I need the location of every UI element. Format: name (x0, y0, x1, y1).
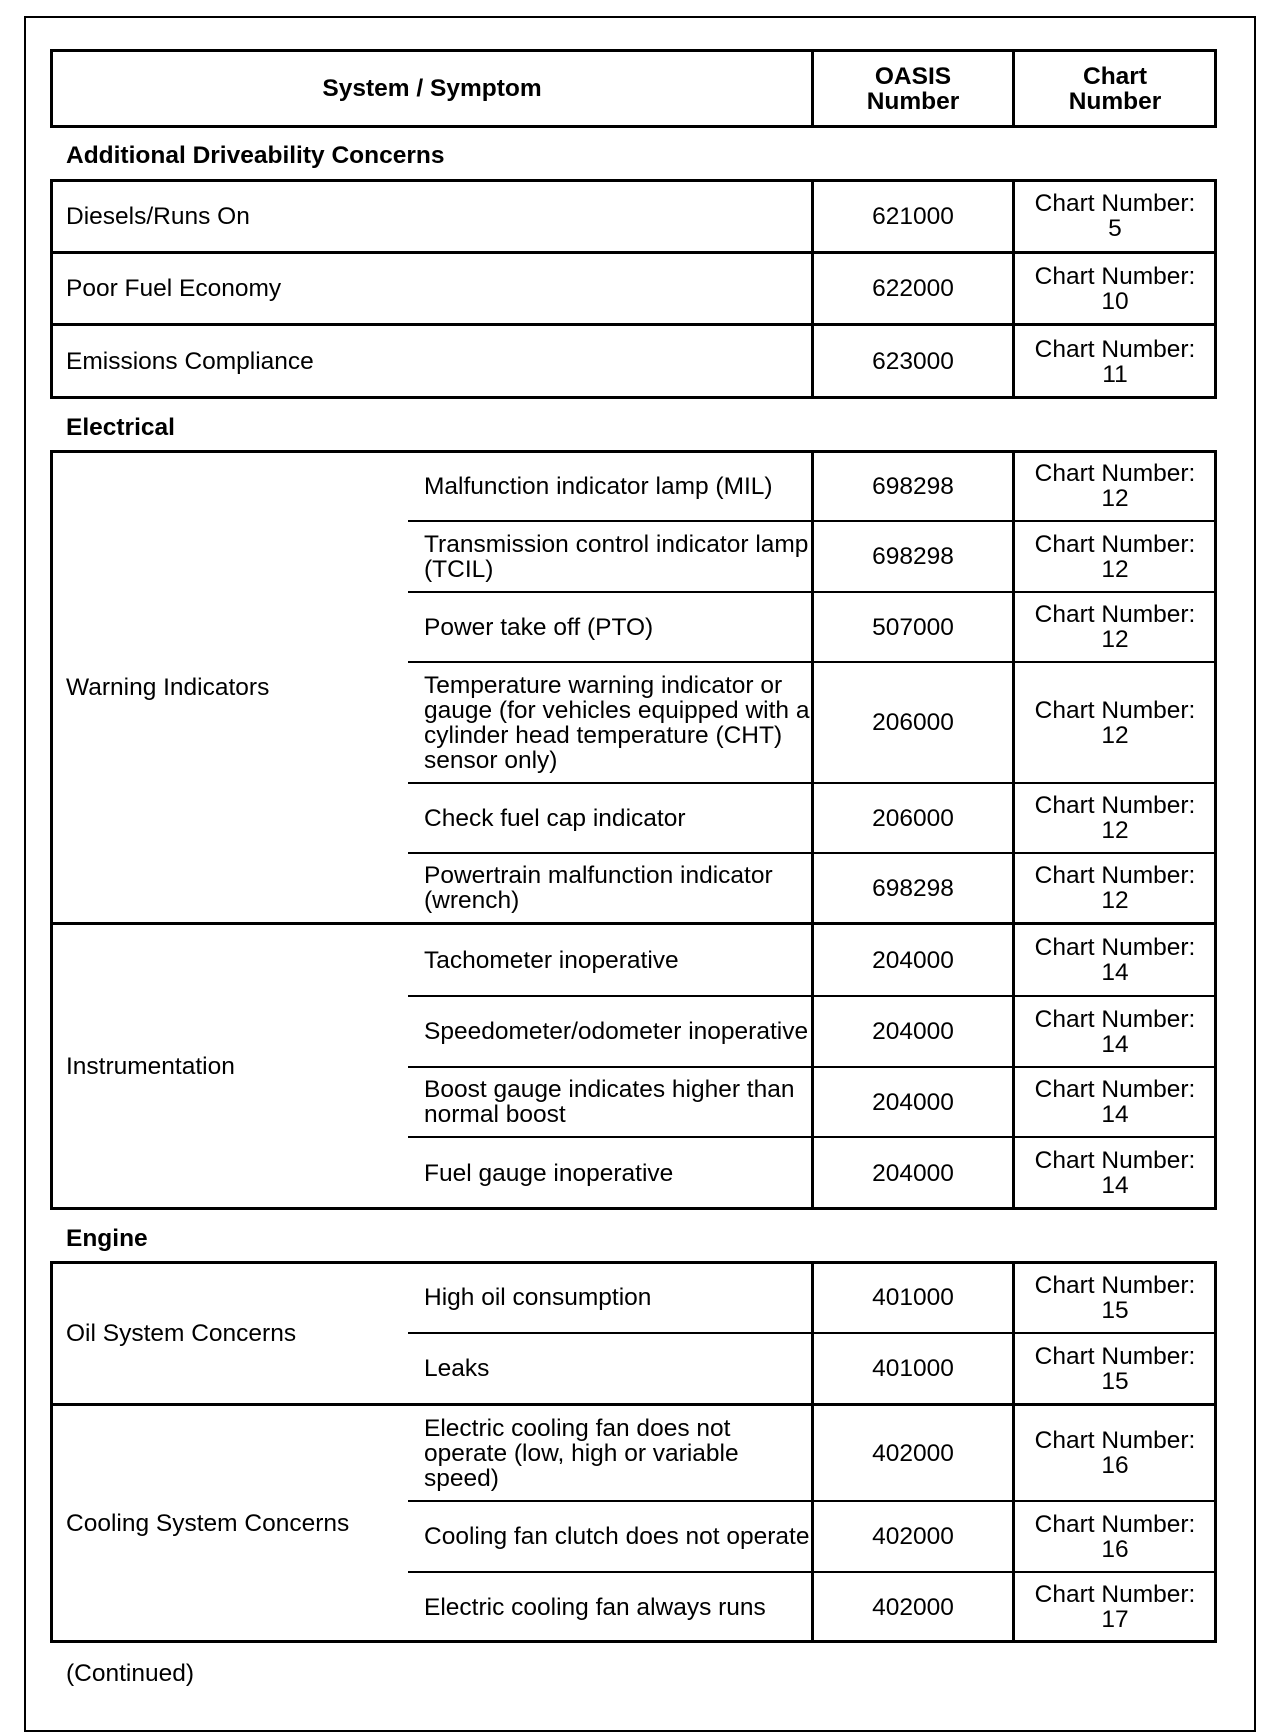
chart-number: 12 (1101, 626, 1129, 653)
chart-label: Chart Number: (1034, 335, 1196, 363)
chart-cell (1015, 254, 1215, 323)
symptom-cell: Fuel gauge inoperative (424, 1159, 674, 1187)
header-system-symptom: System / Symptom (322, 75, 542, 102)
chart-number: 5 (1108, 215, 1122, 242)
oasis-cell: 623000 (872, 348, 954, 375)
chart-number: 15 (1101, 1367, 1129, 1395)
oasis-cell: 402000 (872, 1593, 954, 1621)
symptom-cell: Tachometer inoperative (424, 946, 679, 974)
chart-cell (1015, 1334, 1215, 1403)
symptom-cell: Temperature warning indicator or gauge (for vehicles equipped with a cylinder head temperature (CHT) sensor only) (424, 671, 810, 774)
chart-cell (1015, 663, 1215, 782)
system-cell-warning-indicators: Warning Indicators (66, 673, 270, 701)
chart-cell (1015, 326, 1215, 397)
chart-label: Chart Number: (1034, 190, 1196, 217)
system-cell-instrumentation: Instrumentation (66, 1053, 235, 1080)
symptom-cell: Leaks (424, 1355, 490, 1382)
symptom-cell: High oil consumption (424, 1284, 652, 1311)
chart-number: 17 (1101, 1606, 1129, 1633)
chart-label: Chart Number: (1034, 1427, 1196, 1454)
chart-label: Chart Number: (1034, 1147, 1196, 1174)
oasis-cell: 204000 (872, 1018, 954, 1045)
oasis-cell: 622000 (872, 275, 954, 302)
oasis-cell: 204000 (872, 1159, 954, 1187)
symptom-cell: Electric cooling fan does not operate (low, high or variable speed) (424, 1414, 739, 1492)
oasis-cell: 698298 (872, 874, 954, 902)
system-cell-oil-system: Oil System Concerns (66, 1319, 297, 1347)
chart-cell (1015, 854, 1215, 922)
chart-label: Chart Number: (1034, 934, 1196, 961)
chart-number: 16 (1101, 1535, 1129, 1563)
chart-label: Chart Number: (1034, 601, 1196, 628)
chart-label: Chart Number: (1034, 1076, 1196, 1103)
chart-label: Chart Number: (1034, 530, 1196, 558)
oasis-cell: 698298 (872, 472, 954, 500)
symptom-cell: Power take off (PTO) (424, 613, 654, 641)
section-title-driveability: Additional Driveability Concerns (66, 142, 445, 169)
chart-number: 12 (1101, 721, 1129, 749)
symptom-cell: Malfunction indicator lamp (MIL) (424, 472, 773, 500)
chart-number: 12 (1101, 817, 1129, 844)
oasis-cell: 507000 (872, 613, 954, 641)
chart-number: 12 (1101, 887, 1129, 914)
chart-label: Chart Number: (1034, 1005, 1196, 1033)
symptom-cell: Speedometer/odometer inoperative (424, 1018, 809, 1045)
chart-cell (1015, 1263, 1215, 1332)
oasis-cell: 206000 (872, 804, 954, 832)
chart-number: 14 (1101, 1172, 1129, 1199)
chart-number: 14 (1101, 959, 1129, 986)
chart-label: Chart Number: (1034, 1581, 1196, 1608)
symptom-cell: Transmission control indicator lamp (TCIL) (424, 530, 809, 583)
symptom-cell: Emissions Compliance (66, 348, 314, 375)
chart-label: Chart Number: (1034, 262, 1196, 290)
chart-cell (1015, 452, 1215, 520)
chart-label: Chart Number: (1034, 862, 1196, 889)
oasis-cell: 698298 (872, 543, 954, 570)
symptom-cell: Cooling fan clutch does not operate (424, 1523, 810, 1550)
section-title-electrical: Electrical (66, 414, 175, 441)
chart-cell (1015, 997, 1215, 1066)
chart-number: 16 (1101, 1452, 1129, 1479)
symptom-cell: Powertrain malfunction indicator (wrench) (424, 862, 773, 914)
chart-label: Chart Number: (1034, 1510, 1196, 1538)
chart-cell (1015, 593, 1215, 661)
chart-cell (1015, 784, 1215, 852)
chart-cell (1015, 1138, 1215, 1208)
chart-cell (1015, 1573, 1215, 1641)
chart-label: Chart Number: (1034, 1342, 1196, 1370)
oasis-cell: 401000 (872, 1355, 954, 1382)
chart-label: Chart Number: (1034, 460, 1196, 487)
chart-number: 14 (1101, 1030, 1129, 1058)
oasis-cell: 204000 (872, 946, 954, 974)
symptom-cell: Boost gauge indicates higher than normal boost (424, 1076, 795, 1128)
chart-cell (1015, 925, 1215, 995)
chart-cell (1015, 522, 1215, 591)
header-chart-number: Chart Number (1068, 62, 1162, 115)
symptom-cell: Electric cooling fan always runs (424, 1593, 766, 1621)
chart-number: 11 (1102, 360, 1128, 388)
chart-number: 14 (1101, 1101, 1129, 1128)
oasis-cell: 401000 (872, 1284, 954, 1311)
symptom-cell: Poor Fuel Economy (66, 275, 282, 302)
chart-number: 12 (1101, 555, 1129, 583)
chart-cell (1015, 1502, 1215, 1571)
chart-label: Chart Number: (1034, 696, 1196, 724)
chart-number: 10 (1101, 287, 1129, 315)
symptom-cell: Check fuel cap indicator (424, 804, 686, 832)
chart-number: 12 (1101, 485, 1129, 512)
continued-note: (Continued) (66, 1660, 195, 1687)
chart-label: Chart Number: (1034, 792, 1196, 819)
chart-cell (1015, 181, 1215, 251)
oasis-cell: 402000 (872, 1439, 954, 1467)
oasis-cell: 621000 (872, 202, 954, 230)
chart-number: 15 (1101, 1296, 1129, 1324)
header-oasis-number: OASIS Number (866, 62, 960, 115)
oasis-cell: 402000 (872, 1523, 954, 1550)
system-cell-cooling-system: Cooling System Concerns (66, 1510, 350, 1537)
chart-cell (1015, 1406, 1215, 1500)
oasis-cell: 204000 (872, 1088, 954, 1116)
symptom-cell: Diesels/Runs On (66, 202, 250, 230)
section-title-engine: Engine (66, 1225, 148, 1252)
oasis-cell: 206000 (872, 709, 954, 736)
chart-cell (1015, 1068, 1215, 1136)
chart-label: Chart Number: (1034, 1271, 1196, 1299)
